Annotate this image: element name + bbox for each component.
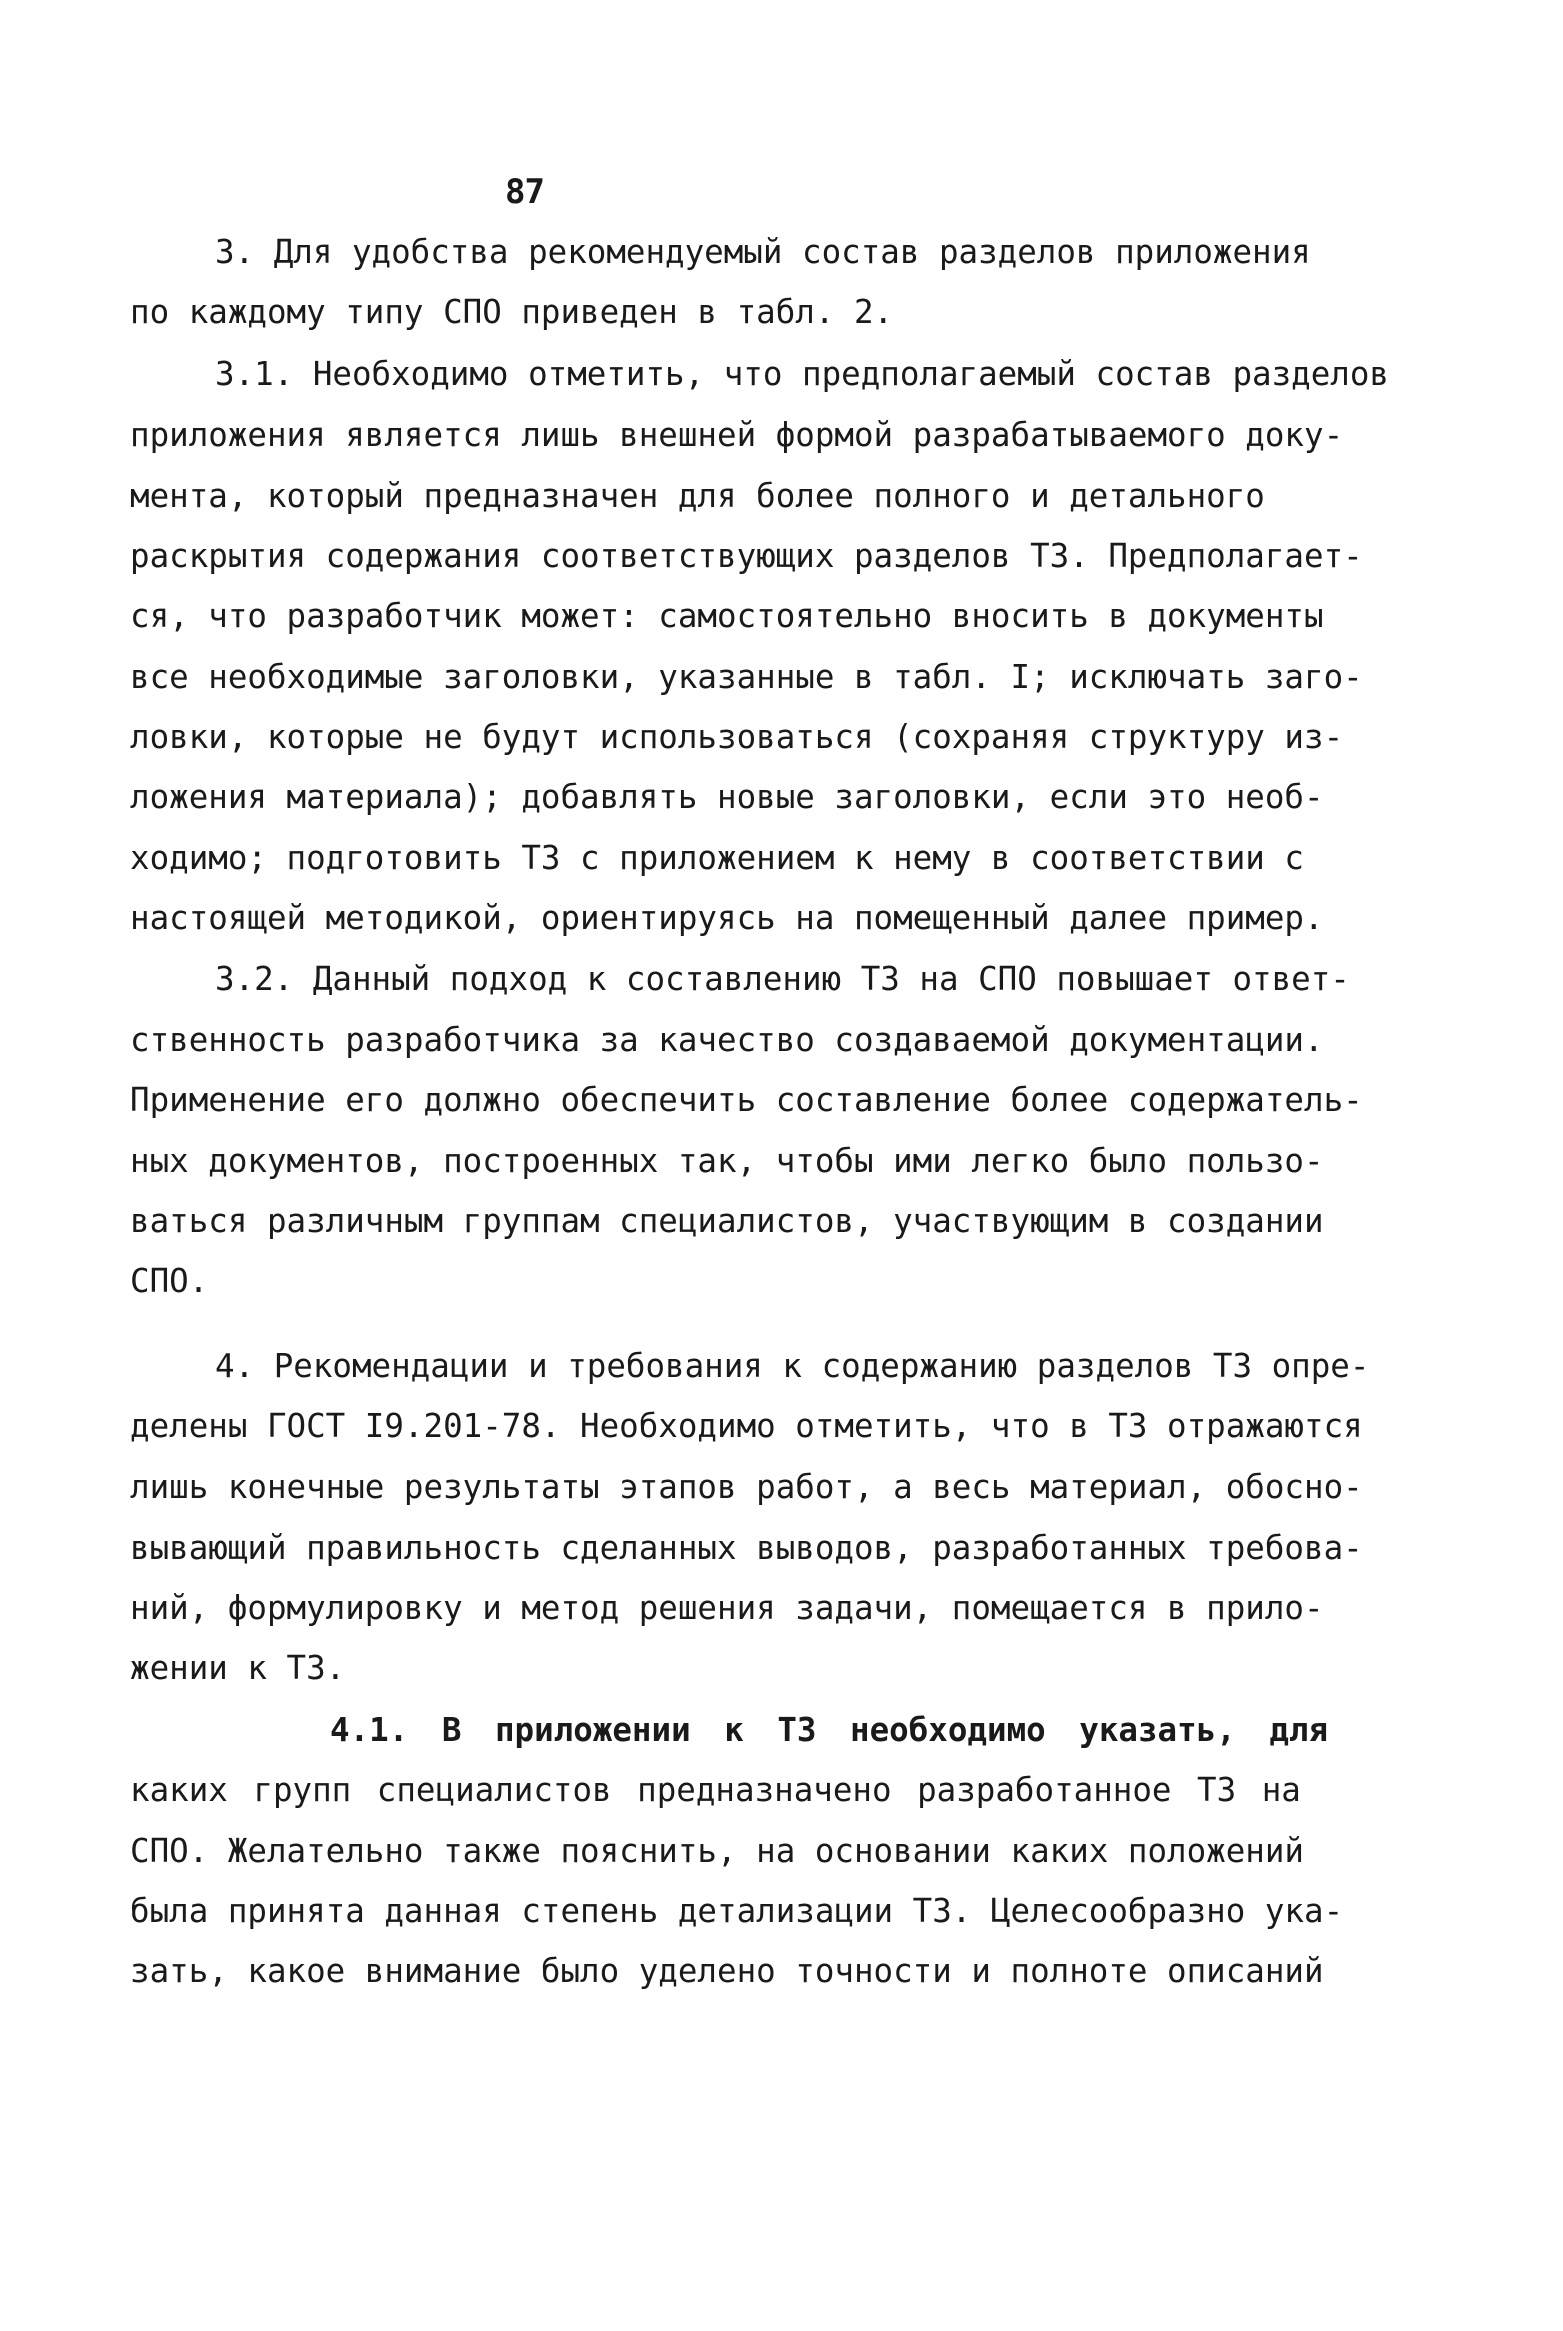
text-line: настоящей методикой, ориентируясь на помещенный далее пример. bbox=[130, 899, 1324, 937]
text-line: ложения материала); добавлять новые заголовки, если это необ- bbox=[130, 778, 1324, 816]
text-line: лишь конечные результаты этапов работ, а весь материал, обосно- bbox=[130, 1468, 1363, 1506]
text-line: ных документов, построенных так, чтобы ими легко было пользо- bbox=[130, 1142, 1324, 1180]
text-line: 3.2. Данный подход к составлению ТЗ на СПО повышает ответ- bbox=[215, 960, 1350, 998]
text-line: раскрытия содержания соответствующих разделов ТЗ. Предполагает- bbox=[130, 537, 1363, 575]
text-line: ловки, которые не будут использоваться (сохраняя структуру из- bbox=[130, 718, 1344, 756]
text-line: Применение его должно обеспечить составление более содержатель- bbox=[130, 1081, 1363, 1119]
text-line: делены ГОСТ I9.201-78. Необходимо отметить, что в ТЗ отражаются bbox=[130, 1407, 1363, 1445]
text-line: 4.1. В приложении к ТЗ необходимо указать, для bbox=[330, 1711, 1329, 1749]
text-line: СПО. bbox=[130, 1262, 209, 1300]
text-line: СПО. Желательно также пояснить, на основании каких положений bbox=[130, 1832, 1304, 1870]
page-number: 87 bbox=[505, 172, 544, 212]
text-line: зать, какое внимание было уделено точности и полноте описаний bbox=[130, 1952, 1324, 1990]
text-line: жении к ТЗ. bbox=[130, 1649, 346, 1687]
text-line: вывающий правильность сделанных выводов, разработанных требова- bbox=[130, 1529, 1363, 1567]
text-line: ний, формулировку и метод решения задачи, помещается в прило- bbox=[130, 1589, 1324, 1627]
text-line: ся, что разработчик может: самостоятельно вносить в документы bbox=[130, 597, 1324, 635]
text-line: ственность разработчика за качество создаваемой документации. bbox=[130, 1021, 1324, 1059]
text-line: каких групп специалистов предназначено разработанное ТЗ на bbox=[130, 1771, 1301, 1809]
text-line: по каждому типу СПО приведен в табл. 2. bbox=[130, 293, 894, 331]
text-line: все необходимые заголовки, указанные в табл. I; исключать заго- bbox=[130, 658, 1363, 696]
text-line: ходимо; подготовить ТЗ с приложением к нему в соответствии с bbox=[130, 839, 1304, 877]
text-line: была принята данная степень детализации ТЗ. Целесообразно ука- bbox=[130, 1892, 1344, 1930]
text-line: ваться различным группам специалистов, участвующим в создании bbox=[130, 1202, 1324, 1240]
text-line: 3. Для удобства рекомендуемый состав разделов приложения bbox=[215, 233, 1311, 271]
text-line: мента, который предназначен для более полного и детального bbox=[130, 477, 1265, 515]
text-line: 4. Рекомендации и требования к содержанию разделов ТЗ опре- bbox=[215, 1347, 1370, 1385]
text-line: 3.1. Необходимо отметить, что предполагаемый состав разделов bbox=[215, 355, 1389, 393]
text-line: приложения является лишь внешней формой разрабатываемого доку- bbox=[130, 416, 1344, 454]
